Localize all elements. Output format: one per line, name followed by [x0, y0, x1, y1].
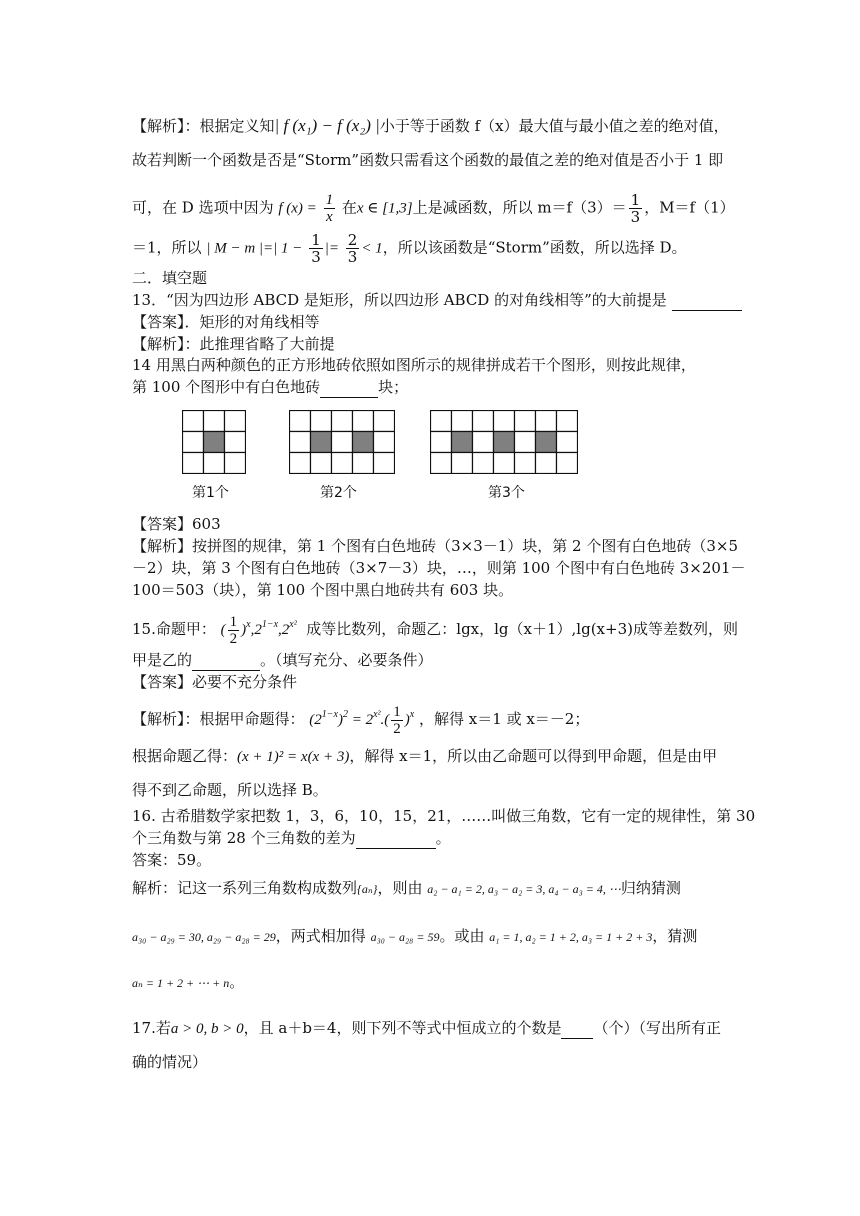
- q14-analysis-line3: 100＝503（块），第 100 个图中黑白地砖共有 603 块。: [132, 581, 514, 599]
- q15-analysis-line1: 【解析】：根据甲命题得： $(2^{1-x})^2 = 2^{x^2}$.( $\frac{1}{2}$ )$^x$ ，解得 x＝1 或 x＝－2；: [132, 704, 590, 737]
- q15-analysis-line3: 得不到乙命题，所以选择 B。: [132, 781, 328, 799]
- q16-analysis-line3: aₙ = 1 + 2 + ⋯ + n。: [132, 973, 245, 991]
- q15-question-line2: 甲是乙的 。（填写充分、必要条件）: [132, 651, 433, 669]
- q14-question-line2: 第 100 个图形中有白色地砖 块；: [132, 378, 409, 396]
- q17-question-line1: 17.若a > 0, b > 0，且 a＋b＝4，则下列不等式中恒成立的个数是 （个）（写出所有正: [132, 1019, 721, 1037]
- q15-sequence-expr: ( $\frac{1}{2}$ )$^x,2^{1-x},2^{x^2}$: [220, 614, 297, 647]
- q16-question-line1: 16. 古希腊数学家把数 1，3，6，10，15，21，……叫做三角数，它有一定的规律性，第 30: [132, 807, 756, 825]
- tile-figure-3: [430, 410, 578, 474]
- figure-label-3: 第3个: [488, 485, 525, 501]
- q16-analysis-line1: 解析：记这一系列三角数构成数列{aₙ}，则由 a₂ − a₁ = 2, a₃ − a₂ = 3, a₄ − a₃ = 4, ⋯归纳猜测: [132, 879, 681, 897]
- q13-answer: 【答案】．矩形的对角线相等: [132, 313, 320, 331]
- q16-answer: 答案：59。: [132, 851, 212, 869]
- answer-blank: [356, 828, 436, 849]
- q12-analysis-line4: ＝1，所以 | M − m |=| 1 − $\frac{1}{3}$ |= $\frac{2}{3}$ < 1，所以该函数是“Storm”函数，所以选择 D。: [132, 231, 687, 266]
- answer-blank: [672, 290, 742, 311]
- fraction-one-third: $\frac{1}{3}$: [630, 191, 641, 226]
- tile-figure-1: [182, 410, 246, 474]
- q13-question: 13．“因为四边形 ABCD 是矩形，所以四边形 ABCD 的对角线相等”的大前提是: [132, 290, 742, 311]
- answer-blank: [192, 650, 260, 671]
- figure-label-1: 第1个: [192, 485, 229, 501]
- q12-analysis-line2: 故若判断一个函数是否是“Storm”函数只需看这个函数的最值之差的绝对值是否小于 1 即: [132, 151, 724, 169]
- tile-figure-2: [289, 410, 395, 474]
- q14-analysis-line1: 【解析】按拼图的规律，第 1 个图有白色地砖（3×3－1）块，第 2 个图有白色地砖（3×5: [132, 537, 739, 555]
- answer-blank: [561, 1018, 593, 1039]
- q14-question-line1: 14 用黑白两种颜色的正方形地砖依照如图所示的规律拼成若干个图形，则按此规律，: [132, 356, 696, 374]
- q13-analysis: 【解析】：此推理省略了大前提: [132, 335, 335, 353]
- q15-analysis-line2: 根据命题乙得：(x + 1)² = x(x + 3)，解得 x＝1，所以由乙命题可以得到甲命题，但是由甲: [132, 747, 718, 765]
- q17-question-line2: 确的情况）: [132, 1053, 208, 1071]
- figure-label-2: 第2个: [320, 485, 357, 501]
- q15-answer: 【答案】必要不充分条件: [132, 673, 298, 691]
- fraction-two-thirds: $\frac{2}{3}$: [347, 231, 358, 266]
- answer-blank: [320, 377, 378, 398]
- q12-analysis-line1: 【解析】：根据定义知| f (x₁) − f (x₂) |小于等于函数 f（x）最大值与最小值之差的绝对值，: [132, 116, 729, 135]
- q16-analysis-line2: a₃₀ − a₂₉ = 30, a₂₉ − a₂₈ = 29，两式相加得 a₃₀ − a₂₈ = 59。或由 a₁ = 1, a₂ = 1 + 2, a₃ = 1 + 2 + 3，猜测: [132, 927, 698, 945]
- q12-analysis-line3: 可，在 D 选项中因为 f (x) = $\frac{1}{x}$ 在x ∈ [1,3]上是减函数，所以 m＝f（3）＝ $\frac{1}{3}$ ，M＝f（1）: [132, 191, 735, 226]
- q14-answer: 【答案】603: [132, 515, 221, 533]
- q15-equation-1: $(2^{1-x})^2 = 2^{x^2}$.( $\frac{1}{2}$ )$^x$: [309, 704, 415, 737]
- q14-analysis-line2: －2）块，第 3 个图有白色地砖（3×7－3）块，…，则第 100 个图中有白色地砖 3×201－: [132, 559, 746, 577]
- fraction-1-over-x: $\frac{1}{x}$: [325, 192, 334, 225]
- q15-question-line1: 15.命题甲： ( $\frac{1}{2}$ )$^x,2^{1-x},2^{x^2}$ 成等比数列，命题乙：lgx，lg（x＋1）,lg(x+3)成等差数列，则: [132, 614, 738, 647]
- fraction-one-third: $\frac{1}{3}$: [311, 231, 321, 266]
- q16-question-line2: 个三角数与第 28 个三角数的差为 。: [132, 829, 451, 847]
- section-heading: 二．填空题: [132, 269, 208, 287]
